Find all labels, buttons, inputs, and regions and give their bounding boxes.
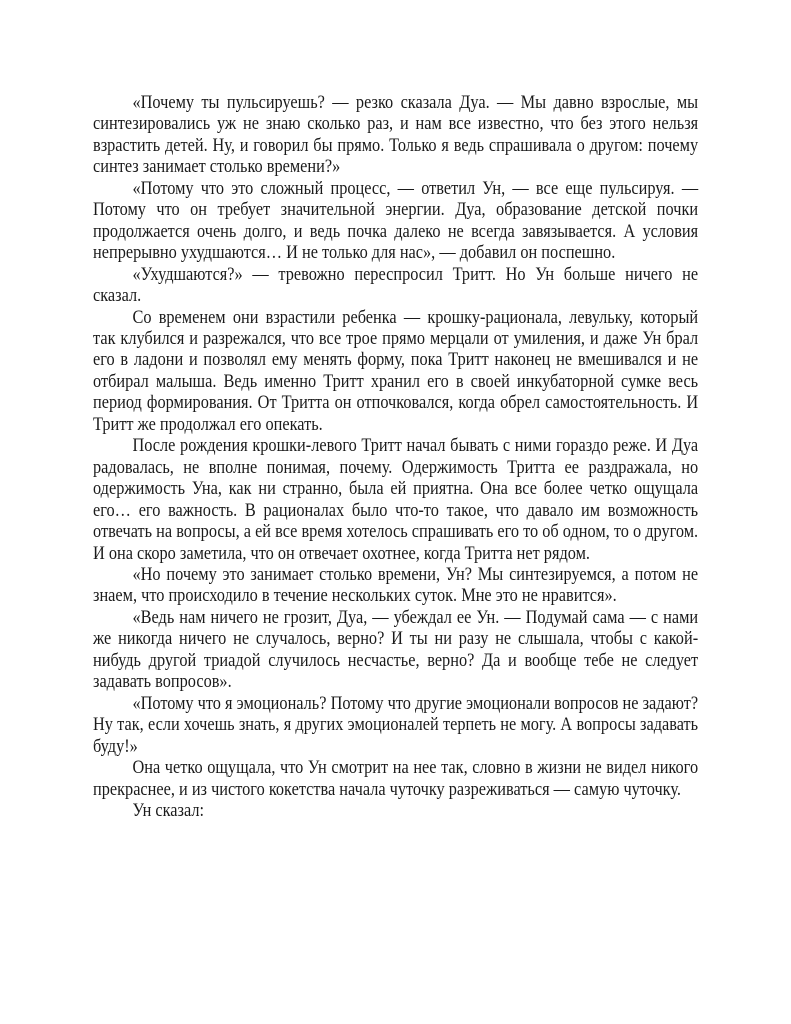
paragraph: «Потому что я эмоциональ? Потому что другие эмоционали вопросов не задают? Ну так, если хочешь знать, я других эмоционалей терпеть не могу. А вопросы задавать буду!» bbox=[93, 692, 699, 757]
paragraph: «Почему ты пульсируешь? — резко сказала Дуа. — Мы давно взрослые, мы синтезировались уж не знаю сколько раз, и нам все известно, что без этого нельзя взрастить детей. Ну, и говорил бы прямо. Только я ведь спрашивала о другом: почему синтез занимает столько времени?» bbox=[93, 92, 699, 178]
paragraph: «Ухудшаются?» — тревожно переспросил Тритт. Но Ун больше ничего не сказал. bbox=[93, 263, 699, 307]
paragraph: Она четко ощущала, что Ун смотрит на нее так, словно в жизни не видел никого прекраснее, и из чистого кокетства начала чуточку разреживаться — самую чуточку. bbox=[93, 757, 699, 800]
paragraph: Ун сказал: bbox=[132, 799, 205, 821]
document-page bbox=[93, 92, 698, 821]
paragraph: «Ведь нам ничего не грозит, Дуа, — убеждал ее Ун. — Подумай сама — с нами же никогда ничего не случалось, верно? И ты ни разу не слышала, чтобы с какой-нибудь другой триадой случилось несчастье, верно? Да и вообще тебе не следует задавать вопросов». bbox=[93, 606, 699, 693]
paragraph: Со временем они взрастили ребенка — крошку-рационала, левульку, который так клубился и разрежался, что все трое прямо мерцали от умиления, и даже Ун брал его в ладони и позволял ему менять форму, пока Тритт наконец не вмешивался и не отбирал малыша. Ведь именно Тритт хранил его в своей инкубаторной сумке весь период формирования. От Тритта он отпочковался, когда обрел самостоятельность. И Тритт же продолжал его опекать. bbox=[93, 306, 699, 435]
paragraph: «Потому что это сложный процесс, — ответил Ун, — все еще пульсируя. — Потому что он требует значительной энергии. Дуа, образование детской почки продолжается очень долго, и ведь почка далеко не всегда завязывается. А условия непрерывно ухудшаются… И не только для нас», — добавил он поспешно. bbox=[93, 177, 699, 264]
paragraph: После рождения крошки-левого Тритт начал бывать с ними гораздо реже. И Дуа радовалась, не вполне понимая, почему. Одержимость Тритта ее раздражала, но одержимость Уна, как ни странно, была ей приятна. Она все более четко ощущала его… его важность. В рационалах было что-то такое, что давало им возможность отвечать на вопросы, а ей все время хотелось спрашивать его то об одном, то о другом. И она скоро заметила, что он отвечает охотнее, когда Тритта нет рядом. bbox=[93, 435, 699, 564]
paragraph: «Но почему это занимает столько времени, Ун? Мы синтезируемся, а потом не знаем, что происходило в течение нескольких суток. Мне это не нравится». bbox=[93, 563, 699, 607]
